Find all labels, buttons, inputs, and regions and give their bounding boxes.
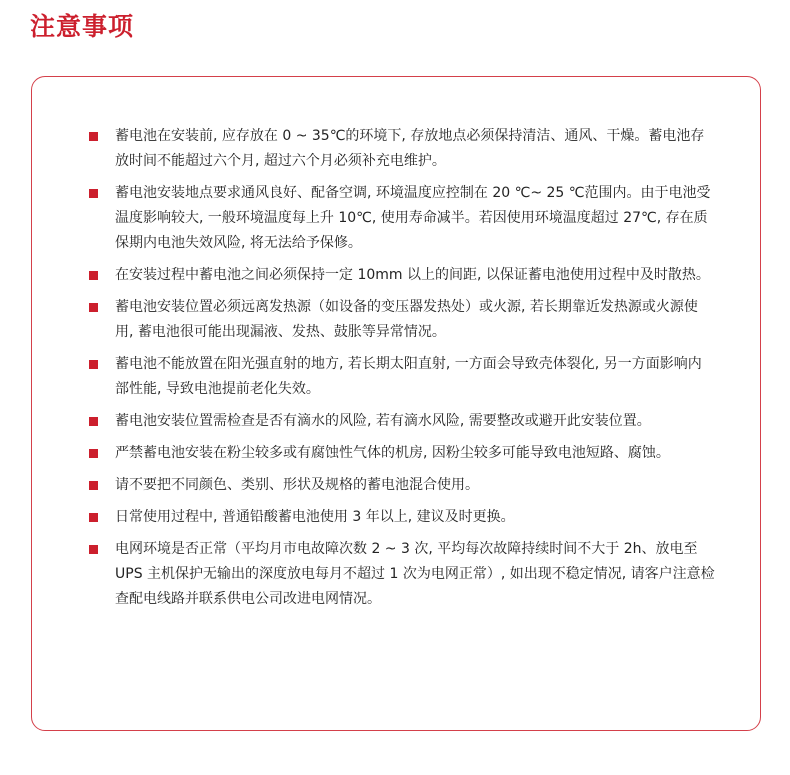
square-bullet-icon: [89, 189, 98, 198]
list-item-text: 蓄电池不能放置在阳光强直射的地方, 若长期太阳直射, 一方面会导致壳体裂化, 另一方面影响内部性能, 导致电池提前老化失效。: [115, 356, 702, 397]
list-item-text: 请不要把不同颜色、类别、形状及规格的蓄电池混合使用。: [115, 477, 479, 493]
list-item-text: 蓄电池在安装前, 应存放在 0 ~ 35℃的环境下, 存放地点必须保持清洁、通风、干燥。蓄电池存放时间不能超过六个月, 超过六个月必须补充电维护。: [115, 128, 705, 169]
list-item: [89, 505, 715, 530]
square-bullet-icon: [89, 132, 98, 141]
list-item: [89, 181, 715, 256]
square-bullet-icon: [89, 271, 98, 280]
square-bullet-icon: [89, 481, 98, 490]
list-item: [89, 441, 715, 466]
notice-box: [31, 76, 761, 731]
list-item: [89, 473, 715, 498]
list-item-text: 蓄电池安装地点要求通风良好、配备空调, 环境温度应控制在 20 ℃~ 25 ℃范围内。由于电池受温度影响较大, 一般环境温度每上升 10℃, 使用寿命减半。若因使用环境温度超过 27℃, 存在质保期内电池失效风险, 将无法给予保修。: [115, 185, 711, 251]
list-item-text: 在安装过程中蓄电池之间必须保持一定 10mm 以上的间距, 以保证蓄电池使用过程中及时散热。: [115, 267, 710, 283]
list-item-text: 蓄电池安装位置必须远离发热源（如设备的变压器发热处）或火源, 若长期靠近发热源或火源使用, 蓄电池很可能出现漏液、发热、鼓胀等异常情况。: [115, 299, 698, 340]
notice-list: [89, 124, 715, 619]
square-bullet-icon: [89, 545, 98, 554]
list-item-text: 蓄电池安装位置需检查是否有滴水的风险, 若有滴水风险, 需要整改或避开此安装位置。: [115, 413, 651, 429]
list-item: [89, 409, 715, 434]
square-bullet-icon: [89, 449, 98, 458]
list-item: [89, 124, 715, 174]
list-item: [89, 352, 715, 402]
square-bullet-icon: [89, 513, 98, 522]
list-item: [89, 263, 715, 288]
page-title: 注意事项: [30, 12, 135, 41]
list-item: [89, 537, 715, 612]
list-item-text: 日常使用过程中, 普通铅酸蓄电池使用 3 年以上, 建议及时更换。: [115, 509, 515, 525]
list-item: [89, 295, 715, 345]
list-item-text: 电网环境是否正常（平均月市电故障次数 2 ~ 3 次, 平均每次故障持续时间不大于 2h、放电至 UPS 主机保护无输出的深度放电每月不超过 1 次为电网正常）, 如出现不稳定情况, 请客户注意检查配电线路并联系供电公司改进电网情况。: [115, 541, 715, 607]
square-bullet-icon: [89, 360, 98, 369]
square-bullet-icon: [89, 417, 98, 426]
list-item-text: 严禁蓄电池安装在粉尘较多或有腐蚀性气体的机房, 因粉尘较多可能导致电池短路、腐蚀。: [115, 445, 670, 461]
square-bullet-icon: [89, 303, 98, 312]
